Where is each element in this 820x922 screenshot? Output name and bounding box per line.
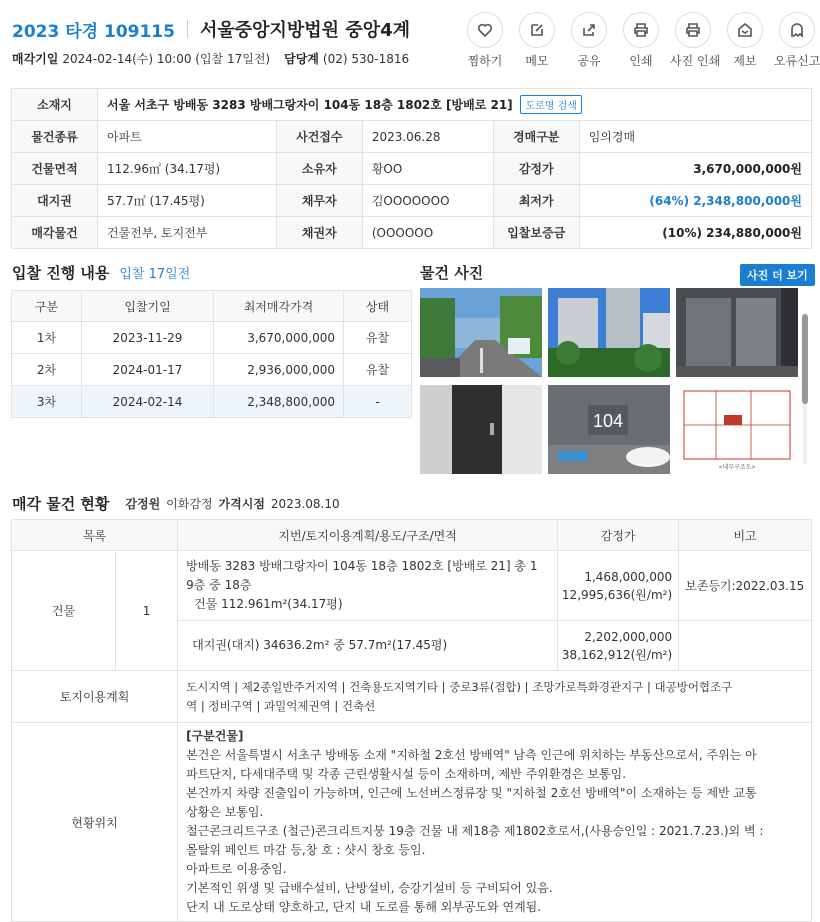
photo-print-label: 사진 인쇄 [670,54,721,68]
land-value: 57.7㎡ (17.45평) [98,185,277,217]
col-note: 비고 [679,520,812,551]
date-cell: 2024-02-14 [82,386,214,418]
entrance-photo[interactable] [676,288,798,377]
col-list: 목록 [12,520,178,551]
favorite-label: 찜하기 [467,54,503,68]
parking-sign: 104 [592,411,624,431]
case-number: 2023 타경 109115 [12,21,175,42]
col-round: 구분 [12,291,82,322]
floorplan-photo[interactable] [676,385,798,474]
report-label: 제보 [733,54,757,68]
bid-title: 입찰 진행 내용 [12,264,110,282]
goods-header [12,493,340,514]
zoning-text: 도시지역 | 제2종일반주거지역 | 건축용도지역기타 | 중로3류(접합) | 조망가로특화경관지구 | 대공방어협조구 역 | 정비구역 | 과밀억제권역 | 건축선 [178,671,812,723]
price-cell: 3,670,000,000 [214,322,344,354]
photo-grid [420,288,800,474]
filed-label: 사건접수 [276,121,362,153]
zoning-label: 토지이용계획 [12,671,178,723]
land-price: 2,202,000,000 38,162,912(원/m²) [558,621,679,671]
min-price-value: (64%) 2,348,800,000원 [579,185,811,217]
print-icon [675,12,711,48]
owner-label: 소유자 [276,153,362,185]
photo-print-button[interactable] [670,12,721,69]
price-cell: 2,348,800,000 [214,386,344,418]
favorite-button[interactable] [462,12,508,69]
building-number: 1 [116,551,178,671]
address: 서울 서초구 방배동 3283 방배그랑자이 104동 18층 1802호 [방배로 21] [107,98,513,112]
status-cell: 유찰 [344,322,412,354]
bid-section-title [12,262,190,283]
col-status: 상태 [344,291,412,322]
dept-phone: (02) 530-1816 [322,51,410,66]
round-cell: 3차 [12,386,82,418]
building-price: 1,468,000,000 12,995,636(원/m²) [558,551,679,621]
appraiser-value: 이화감정 [166,497,213,511]
sale-date-line [12,50,409,67]
area-value: 112.96㎡ (34.17평) [98,153,277,185]
debtor-label: 채무자 [276,185,362,217]
divider [187,20,188,38]
heart-icon [467,12,503,48]
price-cell: 2,936,000,000 [214,354,344,386]
creditor-value: (OOOOOO [362,217,493,249]
location-text: [구분건물] 본건은 서울특별시 서초구 방배동 소재 "지하철 2호선 방배역" 남측 인근에 위치하는 부동산으로서, 주위는 아 파트단지, 다세대주택 및 각종 근린생활시설 등이 소재하며, 제반 주위환경은 보통임. 본건까지 차량 진출입이 가능하며, 인근에 노선버스정류장 및 "지하철 2호선 방배역"이 소재하는 등 제반 교통 상황은 보통임. 철근콘크리트구조 (철근)콘크리트지붕 19층 건물 내 제18층 제1802호로서,(사용승인일 : 2021.7.23.)외 벽 : 몰탈위 페인트 마감 등,창 호 : 샷시 창호 등임. 아파트로 이용중임. 기본적인 위생 및 급배수설비, 난방설비, 승강기설비 등 구비되어 있음. 단지 내 도로상태 양호하고, 단지 내 도로를 통해 외부공도와 연계됨. [178,723,812,922]
table-row [12,322,412,354]
creditor-label: 채권자 [276,217,362,249]
share-button[interactable] [566,12,612,69]
print-label: 인쇄 [629,54,653,68]
filed-value: 2023.06.28 [362,121,493,153]
debtor-value: 김OOOOOOO [362,185,493,217]
action-bar [462,12,820,69]
land-desc: 대지권(대지) 34636.2m² 중 57.7m²(17.45평) [178,621,558,671]
address-label: 소재지 [12,89,98,121]
location-label: 현황위치 [12,723,178,922]
type-label: 물건종류 [12,121,98,153]
date-cell: 2024-01-17 [82,354,214,386]
min-price-label: 최저가 [493,185,579,217]
photo-scrollbar[interactable] [802,310,808,472]
land-label: 대지권 [12,185,98,217]
sale-item-value: 건물전부, 토지전부 [98,217,277,249]
case-header [12,14,410,44]
col-appraisal: 감정가 [558,520,679,551]
apartment-photo[interactable] [548,288,670,377]
error-report-button[interactable] [774,12,820,69]
case-info-table [11,88,812,249]
col-min-price: 최저매각가격 [214,291,344,322]
appraisal-value: 3,670,000,000원 [579,153,811,185]
deposit-value: (10%) 234,880,000원 [579,217,811,249]
report-button[interactable] [722,12,768,69]
print-icon [623,12,659,48]
auction-type-label: 경매구분 [493,121,579,153]
print-button[interactable] [618,12,664,69]
price-date-value: 2023.08.10 [270,496,340,511]
floorplan-caption: <내부구조도> [719,465,755,471]
share-icon [571,12,607,48]
memo-icon [519,12,555,48]
appraisal-label: 감정가 [493,153,579,185]
court-name: 서울중앙지방법원 중앙4계 [199,20,411,41]
sale-date-label: 매각기일 [12,52,59,66]
goods-title: 매각 물건 현황 [12,495,110,513]
bid-table [11,290,412,418]
area-label: 건물면적 [12,153,98,185]
appraiser-label: 감정원 [125,497,161,511]
status-cell: - [344,386,412,418]
photo-section-title: 물건 사진 [420,264,484,282]
sale-date: 2024-02-14(수) 10:00 (입찰 17일전) [62,52,271,66]
report-icon [727,12,763,48]
deposit-label: 입찰보증금 [493,217,579,249]
type-value: 아파트 [98,121,277,153]
road-search-button[interactable]: 도로명 검색 [520,95,581,114]
memo-label: 메모 [525,54,549,68]
sale-item-label: 매각물건 [12,217,98,249]
status-cell: 유찰 [344,354,412,386]
parking-photo[interactable] [548,385,670,474]
round-cell: 1차 [12,322,82,354]
dept-label: 담당계 [284,52,319,66]
share-label: 공유 [577,54,601,68]
more-photos-button[interactable]: 사진 더 보기 [740,264,815,286]
door-photo[interactable] [420,385,542,474]
auction-type-value: 임의경매 [579,121,811,153]
building-note: 보존등기:2022.03.15 [679,551,812,621]
date-cell: 2023-11-29 [82,322,214,354]
col-detail: 지번/토지이용계획/용도/구조/면적 [178,520,558,551]
round-cell: 2차 [12,354,82,386]
memo-button[interactable] [514,12,560,69]
col-date: 입찰기일 [82,291,214,322]
building-desc: 방배동 3283 방배그랑자이 104동 18층 1802호 [방배로 21] 총 1 9층 중 18층 건물 112.961m²(34.17평) [178,551,558,621]
bid-note: 입찰 17일전 [119,267,191,282]
price-date-label: 가격시점 [218,497,265,511]
error-report-label: 오류신고 [774,54,820,68]
goods-table [11,519,812,922]
table-row [12,386,412,418]
land-note [679,621,812,671]
alert-icon [779,12,815,48]
table-row [12,354,412,386]
street-photo[interactable] [420,288,542,377]
building-label: 건물 [12,551,116,671]
scrollbar-thumb[interactable] [802,314,808,404]
owner-value: 황OO [362,153,493,185]
address-cell [98,89,812,121]
